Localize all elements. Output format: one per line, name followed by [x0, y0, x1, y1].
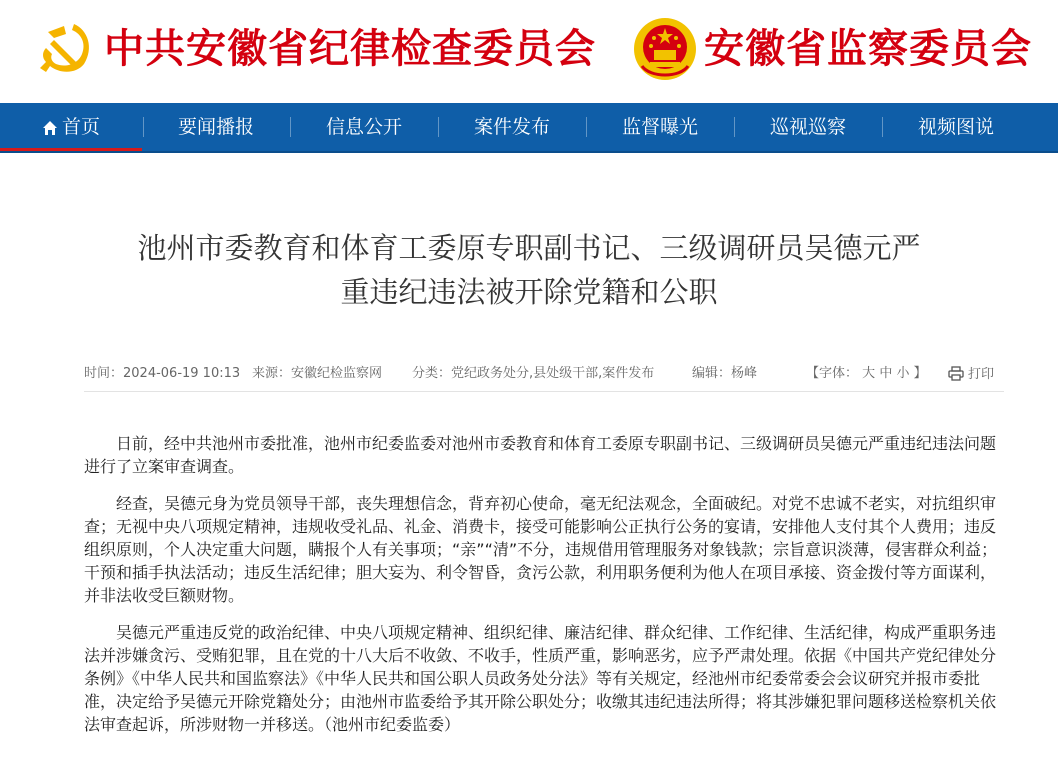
- nav-news-label: 要闻播报: [177, 116, 254, 138]
- nav-cases-label: 案件发布: [473, 116, 550, 138]
- article-title: [70, 226, 988, 314]
- nav-video-label: 视频图说: [917, 116, 994, 138]
- article-title-line1: 池州市委教育和体育工委原专职副书记、三级调研员吴德元严: [137, 231, 921, 265]
- printer-icon: [948, 366, 964, 381]
- nav-item-video[interactable]: [883, 103, 1029, 151]
- site-header: [0, 0, 1058, 103]
- print-button[interactable]: [948, 366, 994, 383]
- right-site-logo[interactable]: [632, 16, 1032, 82]
- nav-exposure-label: 监督曝光: [621, 116, 698, 138]
- meta-divider: [84, 391, 1004, 392]
- nav-item-exposure[interactable]: [587, 103, 733, 151]
- right-site-name: 安徽省监察委员会: [704, 25, 1032, 72]
- nav-item-cases[interactable]: [439, 103, 585, 151]
- nav-inspection-label: 巡视巡察: [769, 116, 846, 138]
- meta-time: 时间：2024-06-19 10:13: [84, 366, 241, 381]
- main-nav: [0, 103, 1058, 153]
- meta-source: 来源：安徽纪检监察网: [252, 366, 383, 381]
- meta-category: 分类：党纪政务处分,县处级干部,案件发布: [412, 366, 655, 381]
- article-paragraph: 经查，吴德元身为党员领导干部，丧失理想信念，背弃初心使命，毫无纪法观念，全面破纪。对党不忠诚不老实，对抗组织审查；无视中央八项规定精神，违规收受礼品、礼金、消费卡，接受可能影响公正执行公务的宴请，安排他人支付其个人费用；违反组织原则，个人决定重大问题，瞒报个人有关事项；“亲”“清”不分，违规借用管理服务对象钱款；宗旨意识淡薄，侵害群众利益；干预和插手执法活动；违反生活纪律；胆大妄为、利令智昏，贪污公款，利用职务便利为他人在项目承接、资金拨付等方面谋利，并非法收受巨额财物。: [84, 494, 998, 605]
- font-small-button[interactable]: 小: [896, 366, 910, 381]
- font-medium-button[interactable]: 中: [879, 366, 893, 381]
- nav-item-info[interactable]: [291, 103, 437, 151]
- nav-item-news[interactable]: [144, 103, 288, 151]
- article-title-line2: 重违纪违法被开除党籍和公职: [340, 275, 718, 309]
- font-size-control: [806, 366, 927, 382]
- article-paragraph: 吴德元严重违反党的政治纪律、中央八项规定精神、组织纪律、廉洁纪律、群众纪律、工作纪律、生活纪律，构成严重职务违法并涉嫌贪污、受贿犯罪，且在党的十八大后不收敛、不收手，性质严重，影响恶劣，应予严肃处理。依据《中国共产党纪律处分条例》《中华人民共和国监察法》《中华人民共和国公职人员政务处分法》等有关规定，经池州市纪委常委会会议研究并报市委批准，决定给予吴德元开除党籍处分；由池州市监委给予其开除公职处分；收缴其违纪违法所得；将其涉嫌犯罪问题移送检察机关依法审查起诉，所涉财物一并移送。（池州市纪委监委）: [84, 623, 997, 734]
- nav-home-label: 首页: [61, 116, 100, 138]
- font-size-label: 【字体：: [806, 366, 859, 381]
- article-body: [84, 432, 1004, 750]
- meta-editor: 编辑：杨峰: [692, 366, 758, 381]
- party-emblem-icon: [36, 18, 98, 80]
- article-meta: [84, 366, 1004, 382]
- nav-item-home[interactable]: [0, 103, 142, 151]
- left-site-logo[interactable]: [36, 18, 596, 80]
- font-large-button[interactable]: 大: [862, 366, 876, 381]
- left-site-name: 中共安徽省纪律检查委员会: [104, 25, 596, 72]
- nav-info-label: 信息公开: [325, 116, 402, 138]
- font-size-close: 】: [913, 366, 927, 381]
- article-paragraph: 日前，经中共池州市委批准，池州市纪委监委对池州市委教育和体育工委原专职副书记、三级调研员吴德元严重违纪违法问题进行了立案审查调查。: [84, 434, 997, 476]
- home-icon: [42, 120, 58, 136]
- nav-item-inspection[interactable]: [735, 103, 881, 151]
- print-label: 打印: [968, 367, 995, 382]
- national-emblem-icon: [632, 16, 698, 82]
